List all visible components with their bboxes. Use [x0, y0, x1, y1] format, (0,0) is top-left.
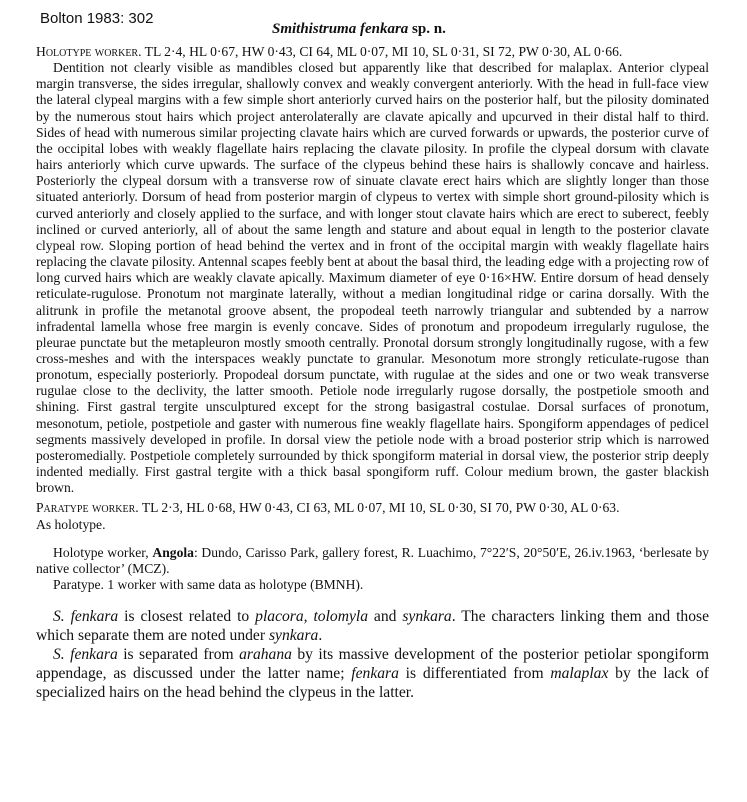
holotype-measurements-para — [36, 44, 709, 60]
holotype-material-prefix: Holotype worker, — [53, 544, 149, 560]
text-run: . The characters linking them and those which separate them are noted under — [36, 608, 709, 645]
species-name: Smithistruma fenkara — [272, 21, 409, 37]
text-run: is separated from — [117, 646, 240, 664]
paratype-note: As holotype. — [36, 516, 106, 532]
discussion-paragraph-1 — [36, 607, 709, 645]
species-ref: synkara — [402, 608, 452, 626]
text-run: by the lack of specialized hairs on the head behind the clypeus in the latter. — [36, 665, 709, 702]
text-run: is closest related to — [118, 608, 256, 626]
holotype-label: Holotype worker. — [36, 44, 142, 59]
species-ref: arahana — [239, 646, 292, 664]
species-title — [272, 21, 446, 38]
text-run: and — [368, 608, 403, 626]
country-name: Angola — [152, 544, 194, 560]
text-run: . — [318, 627, 323, 645]
species-ref: S. fenkara — [53, 608, 119, 626]
holotype-material-rest: : Dundo, Carisso Park, gallery forest, R. Luachimo, 7°22′S, 20°50′E, 26.iv.1963, ‘berlesate by native collector’ (MCZ). — [36, 544, 709, 576]
paratype-material: Paratype. 1 worker with same data as holotype (BMNH). — [53, 577, 364, 592]
paratype-measurements: TL 2·3, HL 0·68, HW 0·43, CI 63, ML 0·07, MI 10, SL 0·30, SI 70, PW 0·30, AL 0·63. — [141, 500, 620, 516]
species-ref: malaplax — [550, 665, 609, 683]
species-ref: placora, tolomyla — [255, 608, 369, 626]
new-species-marker: sp. n. — [412, 21, 446, 37]
species-ref: fenkara — [351, 665, 399, 683]
paratype-measurements-para — [36, 500, 709, 516]
holotype-measurements: TL 2·4, HL 0·67, HW 0·43, CI 64, ML 0·07, MI 10, SL 0·31, SI 72, PW 0·30, AL 0·66. — [144, 44, 623, 59]
species-ref: S. fenkara — [53, 646, 118, 664]
holotype-description: Dentition not clearly visible as mandibles closed but apparently like that described for malaplax. Anterior clypeal margin transverse, the sides irregular, shallowly convex and weakly convergent anteriorly. With the head in full-face view the lateral clypeal margins with a few simple short anteriorly curved hairs on the posterior half, but the pilosity dominated by the numerous stout hairs which project anterolaterally are clavate apically and upcurved in their distal half to third. Sides of head with numerous similar projecting clavate hairs which are curved forwards or upwards, the posterior curve of the occipital lobes with weakly flagellate hairs replacing the clavate pilosity. In profile the clypeal dorsum with clavate hairs anteriorly which curve upwards. The surface of the clypeus behind these hairs is shallowly concave and hairless. Posteriorly the clypeal dorsum with a transverse row of sinuate clavate erect hairs which are slightly longer than those situated anteriorly. Dorsum of head from posterior margin of clypeus to vertex with simple short ground-pilosity which is curved anteriorly and closely applied to the surface, and with longer stout clavate hairs which are erect to suberect, feebly inclined or curved anteriorly, all of about the same length and stature and about equal in length to the posterior clavate clypeal row. Sloping portion of head behind the vertex and in front of the occipital margin with weakly flagellate hairs replacing the clavate pilosity. Antennal scapes feebly bent at about the basal third, the leading edge with a projecting row of long curved hairs which are weakly clavate apically. Maximum diameter of eye 0·16×HW. Entire dorsum of head densely reticulate-rugulose. Pronotum not marginate laterally, without a median longitudinal ridge or carina dorsally. With the alitrunk in profile the metanotal groove absent, the propodeal teeth narrowly triangular and subtended by a narrow infradental lamella whose free margin is evenly concave. Sides of pronotum and propodeum irregularly rugulose, the pleurae punctate but the metapleuron mostly smooth centrally. Pronotal dorsum strongly longitudinally rugose, with a few cross-meshes and with the interspaces weakly punctate to granular. Mesonotum more strongly reticulate-rugose than pronotum, especially posteriorly. Propodeal dorsum punctate, with rugulae at the sides and one or two weak transverse rugulae close to the declivity, the latter smooth. Petiole node irregularly rugose dorsally, the postpetiole smooth and shining. First gastral tergite unsculptured except for the strong basigastral costulae. Dorsal surfaces of pronotum, mesonotum, petiole, postpetiole and gaster with numerous fine weakly flagellate hairs. Spongiform appendages of pedicel segments massively developed in profile. In dorsal view the petiole node with a broad posterior strip which is narrowed posteromedially. Postpetiole completely surrounded by thick spongiform material in dorsal view, the posterior strip deeply indented medially. First gastral tergite with a thick basal spongiform ruff. Colour medium brown, the gaster blackish brown. — [36, 60, 709, 496]
species-ref: synkara — [268, 627, 319, 645]
text-run: by its massive development of the posterior petiolar spongiform appendage, as discussed under the latter name; — [36, 646, 709, 683]
citation: Bolton 1983: 302 — [40, 10, 154, 27]
text-run: is differentiated from — [398, 665, 551, 683]
paratype-label: Paratype worker. — [36, 500, 139, 516]
holotype-material — [36, 545, 709, 577]
description-body — [36, 44, 709, 702]
discussion-paragraph-2 — [36, 645, 709, 702]
